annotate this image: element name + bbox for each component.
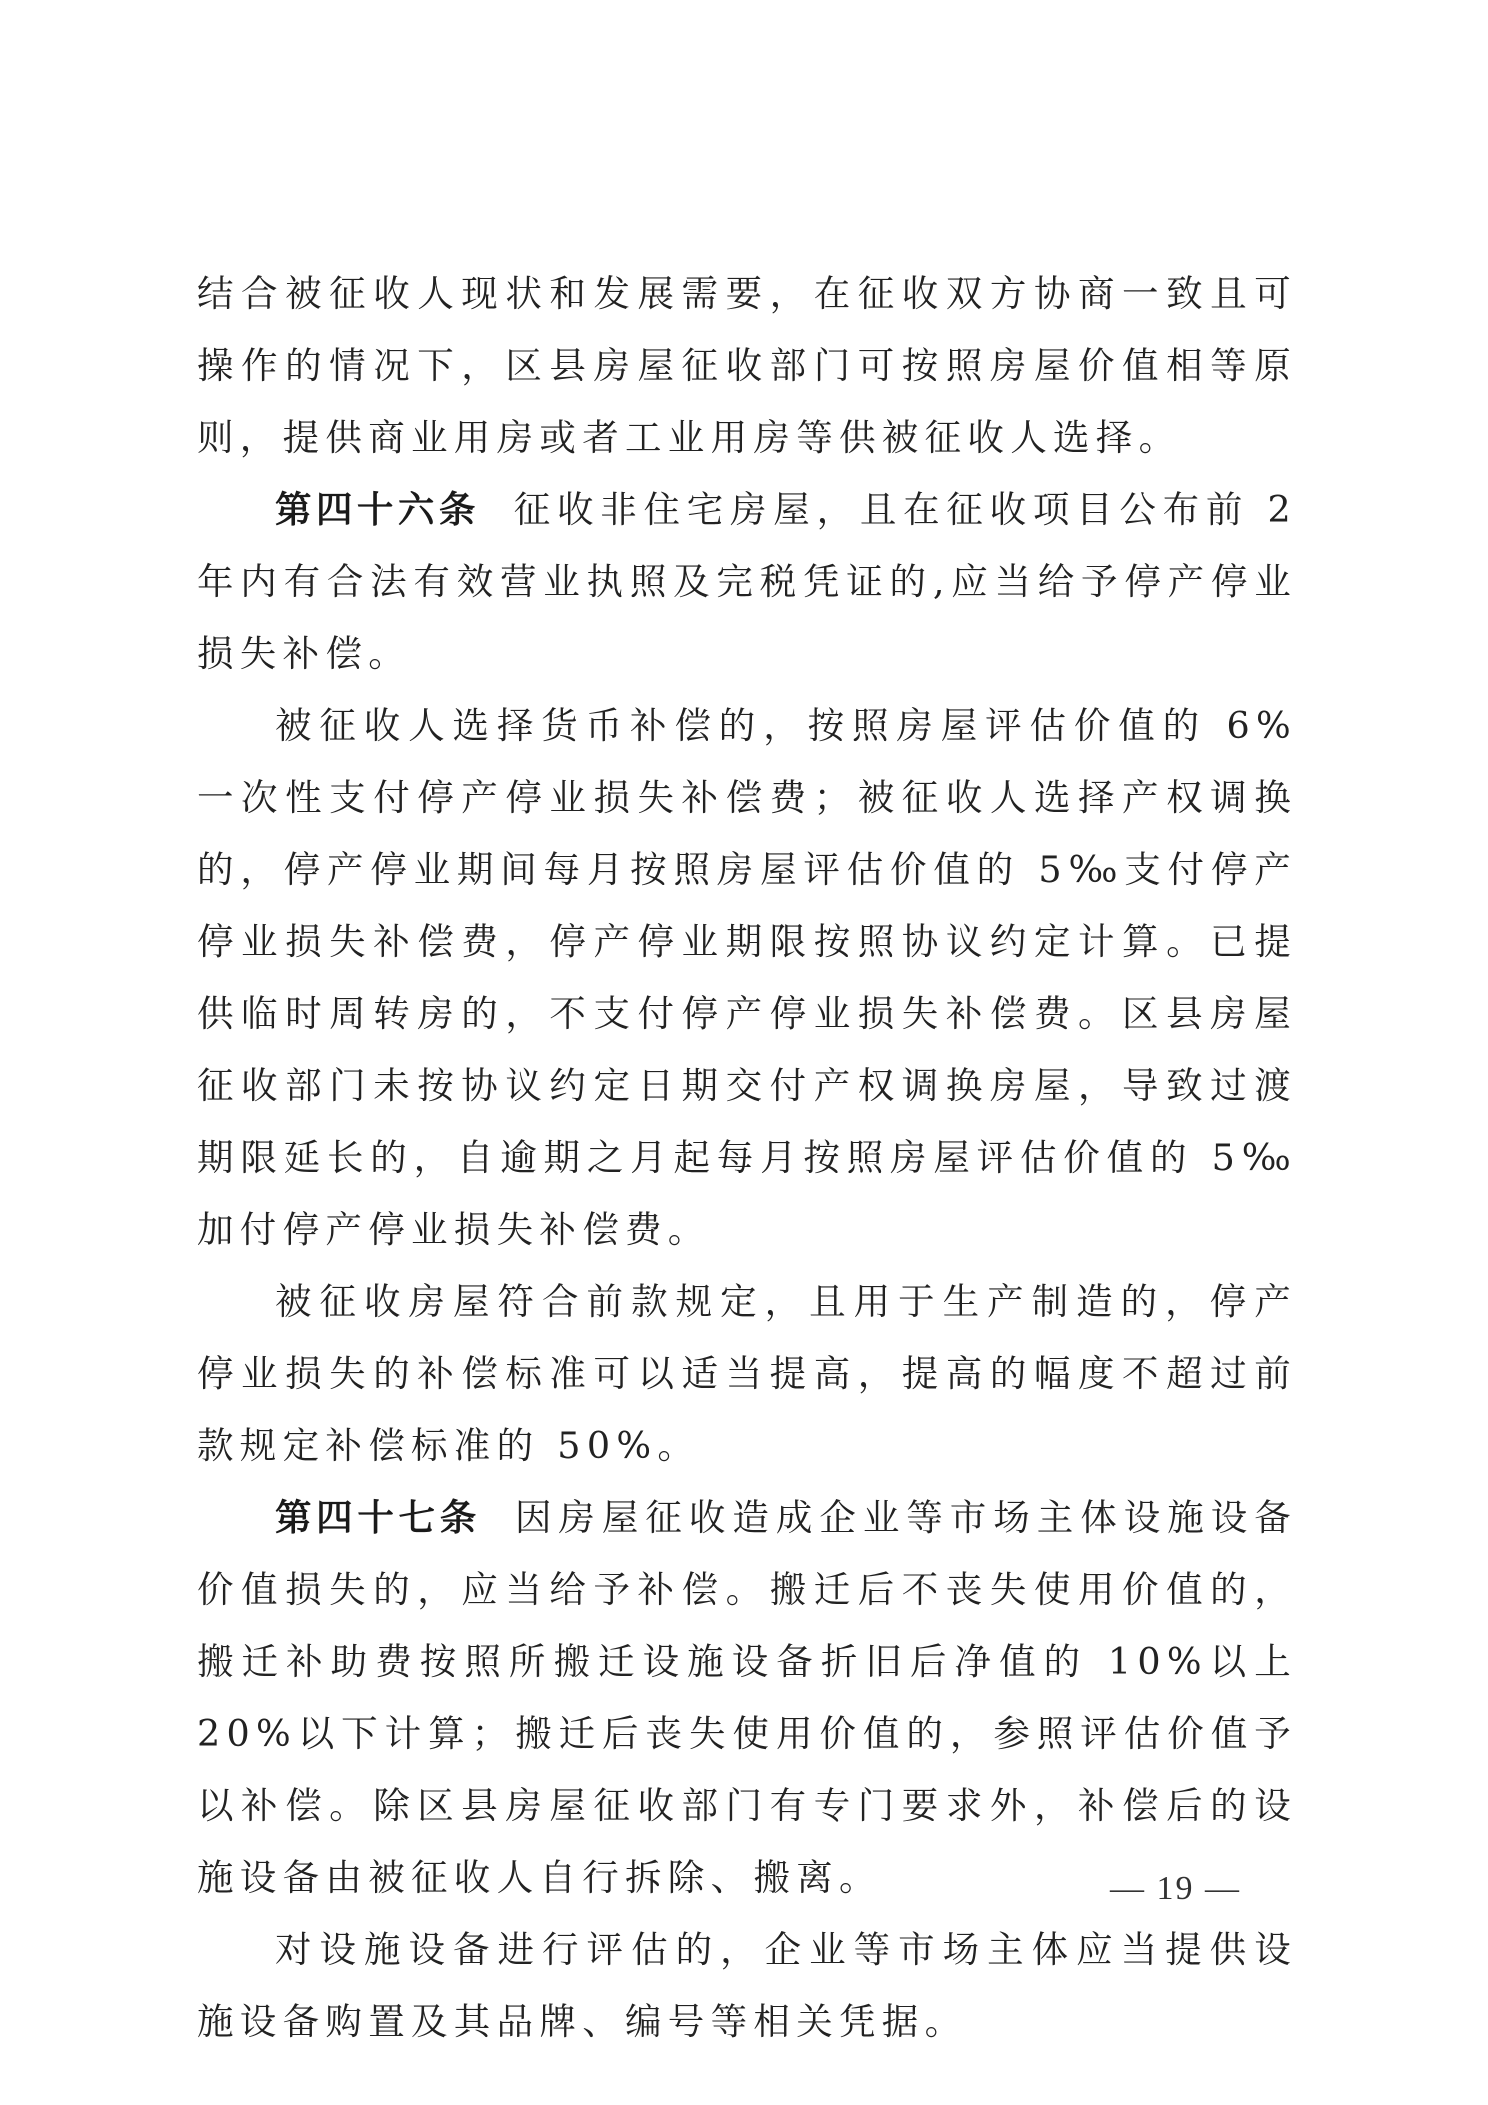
paragraph-continuation	[197, 258, 1297, 474]
paragraph-article-46-clause-3	[197, 1266, 1297, 1482]
paragraph-text: 对设施设备进行评估的，企业等市场主体应当提供设施设备购置及其品牌、编号等相关凭据。	[197, 1928, 1297, 2043]
paragraph-text: 征收非住宅房屋，且在征收项目公布前 2 年内有合法有效营业执照及完税凭证的,应当给予停产停业损失补偿。	[197, 488, 1297, 675]
article-number: 第四十六条	[275, 488, 480, 531]
paragraph-text: 结合被征收人现状和发展需要，在征收双方协商一致且可操作的情况下，区县房屋征收部门可按照房屋价值相等原则，提供商业用房或者工业用房等供被征收人选择。	[197, 272, 1297, 459]
paragraph-article-47-clause-2	[197, 1914, 1297, 2058]
paragraph-text: 因房屋征收造成企业等市场主体设施设备价值损失的，应当给予补偿。搬迁后不丧失使用价值的，搬迁补助费按照所搬迁设施设备折旧后净值的 10%以上 20%以下计算；搬迁后丧失使用价值的，参照评估价值予以补偿。除区县房屋征收部门有专门要求外，补偿后的设施设备由被征收人自行拆除、搬离。	[197, 1496, 1298, 1899]
paragraph-article-47	[197, 1482, 1297, 1914]
paragraph-article-46-clause-2	[197, 690, 1297, 1266]
page-number: — 19 —	[1110, 1870, 1241, 1907]
paragraph-text: 被征收房屋符合前款规定，且用于生产制造的，停产停业损失的补偿标准可以适当提高，提高的幅度不超过前款规定补偿标准的 50%。	[197, 1280, 1297, 1467]
document-body	[197, 258, 1297, 2058]
article-number: 第四十七条	[275, 1496, 481, 1539]
paragraph-article-46	[197, 474, 1297, 690]
paragraph-text: 被征收人选择货币补偿的，按照房屋评估价值的 6%一次性支付停产停业损失补偿费；被征收人选择产权调换的，停产停业期间每月按照房屋评估价值的 5‰支付停产停业损失补偿费，停产停业期限按照协议约定计算。已提供临时周转房的，不支付停产停业损失补偿费。区县房屋征收部门未按协议约定日期交付产权调换房屋，导致过渡期限延长的，自逾期之月起每月按照房屋评估价值的 5‰加付停产停业损失补偿费。	[197, 704, 1297, 1251]
